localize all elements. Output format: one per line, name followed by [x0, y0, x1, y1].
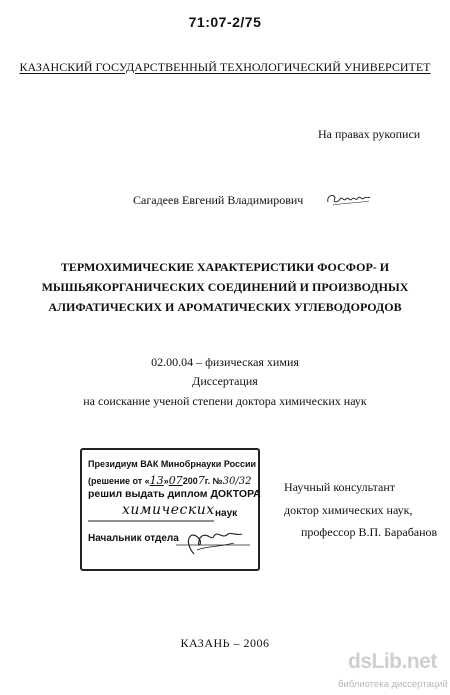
stamp-year-prefix: 200 — [182, 476, 198, 486]
stamp-line-4-suffix: наук — [215, 508, 238, 519]
stamp-number-label: г. № — [204, 476, 223, 486]
stamp-line-3: решил выдать диплом ДОКТОРА — [88, 488, 261, 500]
stamp-number: 30/32 — [222, 476, 252, 487]
document-type: Диссертация — [192, 374, 258, 388]
manuscript-rights-note: На правах рукописи — [318, 127, 421, 141]
stamp-decision-mid: » — [163, 476, 169, 486]
watermark-logo: dsLib.net — [348, 650, 437, 673]
advisor-degree: доктор химических наук, — [284, 503, 413, 517]
stamp-handwriting-ink — [82, 450, 258, 569]
stamp-line-1: Президиум ВАК Минобрнауки России — [88, 459, 257, 469]
stamp-handwritten-field: химических — [122, 502, 215, 518]
degree-description: на соискание ученой степени доктора химических наук — [83, 394, 367, 408]
stamp-line-5: Начальник отдела — [88, 533, 179, 544]
archive-code: 71:07-2/75 — [188, 14, 262, 30]
specialty-code: 02.00.04 – физическая химия — [151, 355, 299, 369]
title-line-3: АЛИФАТИЧЕСКИХ И АРОМАТИЧЕСКИХ УГЛЕВОДОРОДОВ — [48, 300, 402, 314]
vak-approval-stamp — [80, 448, 260, 571]
advisor-name: профессор В.П. Барабанов — [301, 525, 438, 539]
stamp-decision-prefix: (решение от « — [88, 476, 150, 486]
title-line-2: МЫШЬЯКОРГАНИЧЕСКИХ СОЕДИНЕНИЙ И ПРОИЗВОДНЫХ — [41, 280, 409, 294]
stamp-month: 07 — [168, 474, 183, 487]
advisor-role: Научный консультант — [284, 480, 395, 494]
city-year: КАЗАНЬ – 2006 — [180, 636, 270, 650]
university-name: КАЗАНСКИЙ ГОСУДАРСТВЕННЫЙ ТЕХНОЛОГИЧЕСКИЙ УНИВЕРСИТЕТ — [19, 60, 431, 74]
author-name: Сагадеев Евгений Владимирович — [133, 193, 304, 207]
title-line-1: ТЕРМОХИМИЧЕСКИЕ ХАРАКТЕРИСТИКИ ФОСФОР- И — [60, 260, 390, 274]
dissertation-title — [0, 257, 450, 317]
author-signature — [324, 186, 372, 210]
site-watermark — [334, 650, 450, 695]
stamp-day: 13 — [149, 474, 164, 487]
watermark-subtitle: библиотека диссертаций — [338, 679, 448, 690]
stamp-year: 7 — [197, 474, 205, 487]
